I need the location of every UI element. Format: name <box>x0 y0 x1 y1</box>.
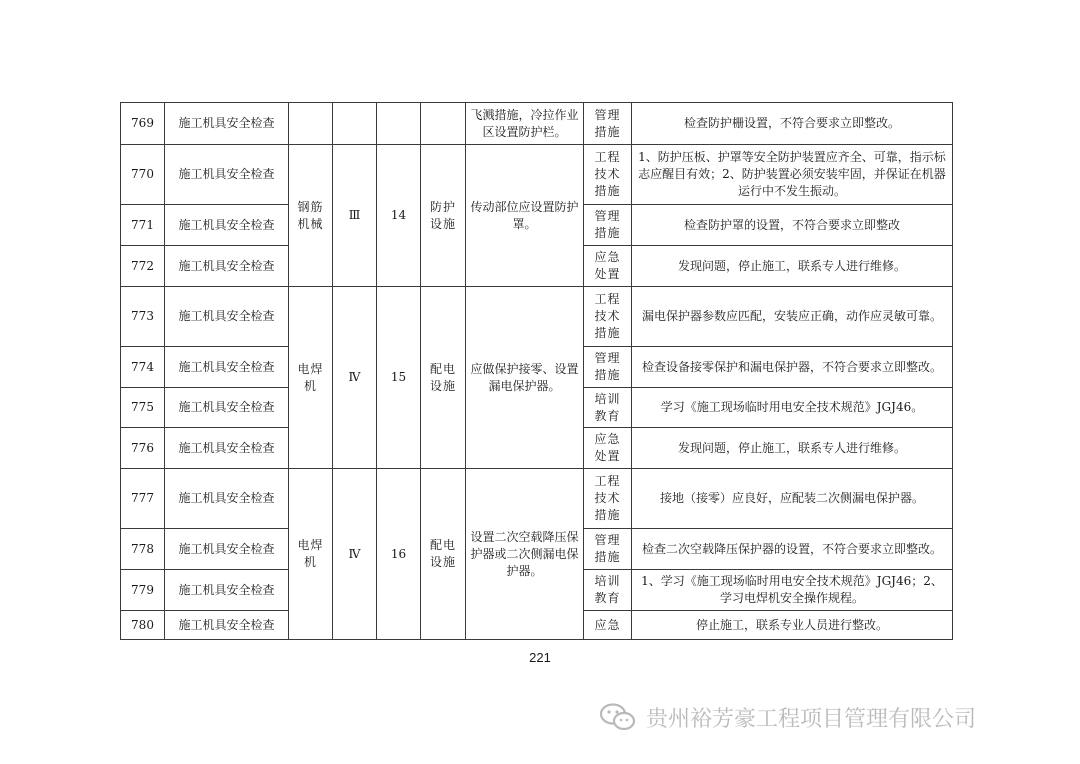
facility-category: 配电设施 <box>429 361 456 393</box>
measure-detail: 检查防护罩的设置，不符合要求立即整改 <box>632 205 953 246</box>
table-row <box>121 145 953 205</box>
check-item: 施工机具安全检查 <box>165 103 289 145</box>
check-item: 施工机具安全检查 <box>165 469 289 529</box>
measure-type: 管理措施 <box>594 533 621 564</box>
measure-type: 应急处置 <box>594 432 621 463</box>
sequence-number <box>377 103 421 145</box>
sequence-number: 15 <box>377 287 421 469</box>
risk-level <box>333 103 377 145</box>
measure-type: 工程技术措施 <box>594 474 621 522</box>
row-number: 771 <box>121 205 165 246</box>
check-item: 施工机具安全检查 <box>165 347 289 388</box>
sequence-number: 14 <box>377 145 421 287</box>
risk-level: Ⅳ <box>333 469 377 640</box>
control-requirement: 传动部位应设置防护罩。 <box>466 145 584 287</box>
risk-level: Ⅲ <box>333 145 377 287</box>
measure-type: 应急 <box>594 617 621 632</box>
machine-name: 钢筋机械 <box>297 199 324 231</box>
measure-detail: 检查二次空载降压保护器的设置，不符合要求立即整改。 <box>632 529 953 570</box>
check-item: 施工机具安全检查 <box>165 529 289 570</box>
control-requirement: 设置二次空载降压保护器或二次侧漏电保护器。 <box>466 469 584 640</box>
row-number: 774 <box>121 347 165 388</box>
facility-category: 防护设施 <box>429 199 456 231</box>
watermark-text: 贵州裕芳豪工程项目管理有限公司 <box>646 706 977 732</box>
measure-detail: 接地（接零）应良好，应配装二次侧漏电保护器。 <box>632 469 953 529</box>
check-item: 施工机具安全检查 <box>165 205 289 246</box>
facility-category <box>421 103 466 145</box>
machine-name <box>289 103 333 145</box>
measure-type: 应急处置 <box>594 250 621 281</box>
row-number: 769 <box>121 103 165 145</box>
control-requirement: 飞溅措施，冷拉作业区设置防护栏。 <box>466 103 584 145</box>
measure-detail: 漏电保护器参数应匹配，安装应正确，动作应灵敏可靠。 <box>632 287 953 347</box>
measure-detail: 1、学习《施工现场临时用电安全技术规范》JGJ46；2、学习电焊机安全操作规程。 <box>632 570 953 611</box>
risk-level: Ⅳ <box>333 287 377 469</box>
check-item: 施工机具安全检查 <box>165 246 289 287</box>
measure-type: 管理措施 <box>594 351 621 382</box>
measure-detail: 检查设备接零保护和漏电保护器，不符合要求立即整改。 <box>632 347 953 388</box>
measure-detail: 停止施工，联系专业人员进行整改。 <box>632 611 953 640</box>
measure-type: 管理措施 <box>594 209 621 240</box>
safety-check-table <box>120 102 953 640</box>
check-item: 施工机具安全检查 <box>165 428 289 469</box>
row-number: 777 <box>121 469 165 529</box>
table-row <box>121 469 953 529</box>
row-number: 780 <box>121 611 165 640</box>
table-row <box>121 103 953 145</box>
control-requirement: 应做保护接零、设置漏电保护器。 <box>466 287 584 469</box>
row-number: 775 <box>121 388 165 428</box>
facility-category: 配电设施 <box>429 538 456 569</box>
check-item: 施工机具安全检查 <box>165 287 289 347</box>
check-item: 施工机具安全检查 <box>165 388 289 428</box>
row-number: 779 <box>121 570 165 611</box>
measure-detail: 1、防护压板、护罩等安全防护装置应齐全、可靠，指示标志应醒目有效；2、防护装置必须安装牢固，并保证在机器运行中不发生振动。 <box>632 145 953 205</box>
sequence-number: 16 <box>377 469 421 640</box>
wechat-icon <box>598 702 638 732</box>
row-number: 772 <box>121 246 165 287</box>
measure-detail: 检查防护栅设置，不符合要求立即整改。 <box>632 103 953 145</box>
row-number: 770 <box>121 145 165 205</box>
measure-detail: 发现问题，停止施工，联系专人进行维修。 <box>632 428 953 469</box>
check-item: 施工机具安全检查 <box>165 570 289 611</box>
row-number: 776 <box>121 428 165 469</box>
row-number: 773 <box>121 287 165 347</box>
page-number: 221 <box>529 650 551 665</box>
measure-type: 培训教育 <box>594 391 621 423</box>
machine-name: 电焊机 <box>297 538 324 569</box>
check-item: 施工机具安全检查 <box>165 611 289 640</box>
table-row <box>121 287 953 347</box>
measure-type: 工程技术措施 <box>594 150 621 198</box>
check-item: 施工机具安全检查 <box>165 145 289 205</box>
measure-detail: 学习《施工现场临时用电安全技术规范》JGJ46。 <box>632 388 953 428</box>
measure-type: 培训教育 <box>594 574 621 605</box>
watermark <box>598 701 976 733</box>
measure-type: 管理措施 <box>594 107 621 139</box>
row-number: 778 <box>121 529 165 570</box>
measure-detail: 发现问题，停止施工，联系专人进行维修。 <box>632 246 953 287</box>
machine-name: 电焊机 <box>297 361 324 393</box>
measure-type: 工程技术措施 <box>594 292 621 340</box>
